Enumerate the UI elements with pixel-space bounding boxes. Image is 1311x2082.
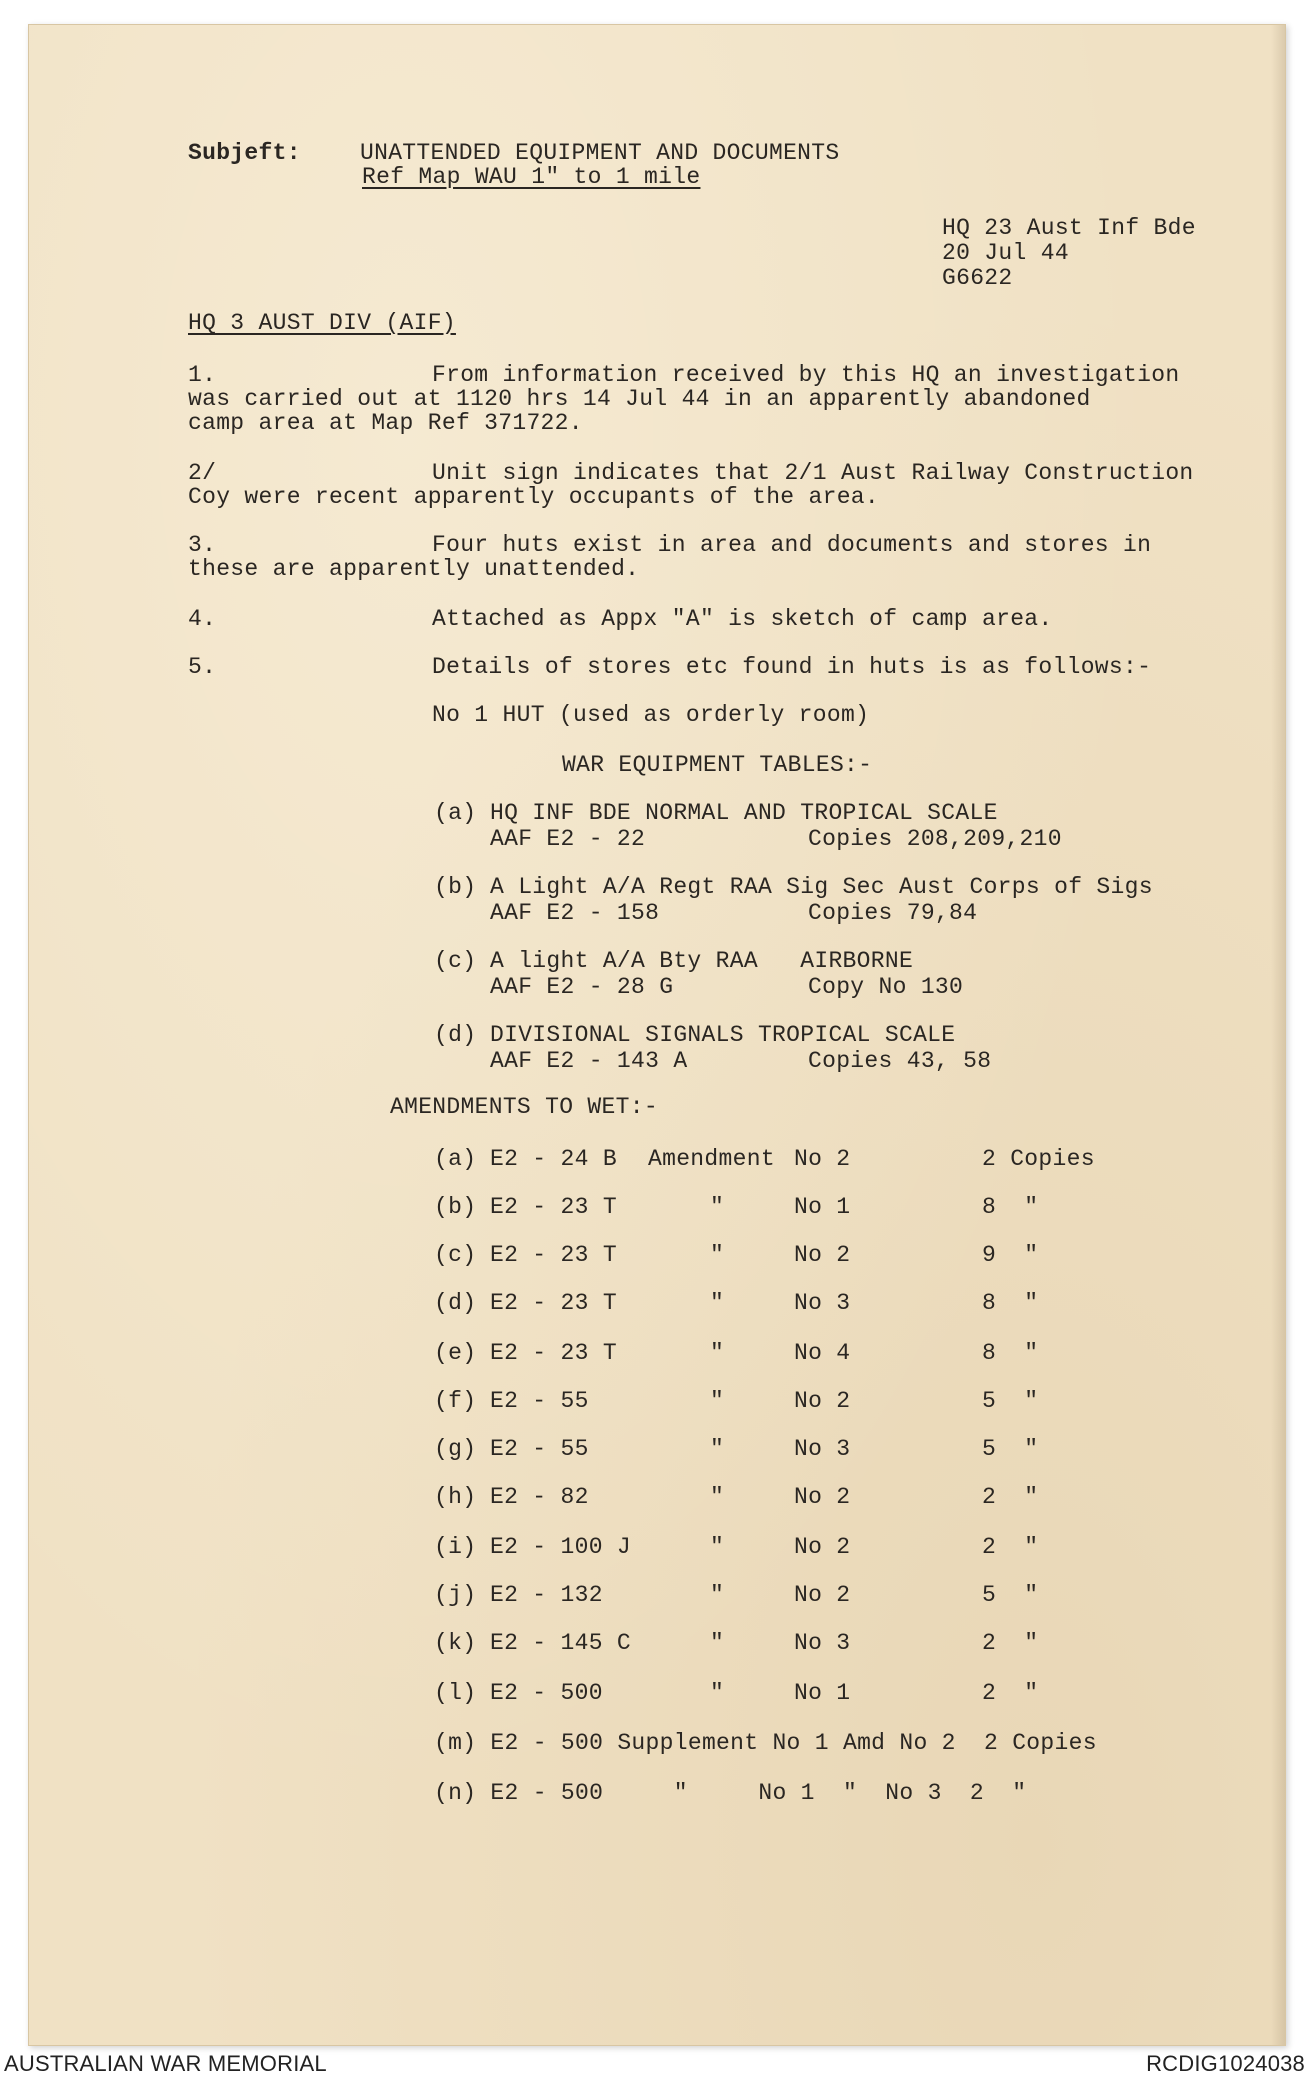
wet-item-letter: (d) [434,1022,477,1048]
amend-ditto: Amendment [648,1146,775,1172]
para-1-line-1: From information received by this HQ an investigation [432,362,1180,388]
amend-ref: E2 - 55 [490,1388,589,1414]
amend-ditto: " [710,1388,725,1414]
hut-heading: No 1 HUT (used as orderly room) [432,702,870,728]
wet-item-copies: Copy No 130 [808,974,964,1000]
amend-letter: (d) [434,1290,477,1316]
amend-copies: 5 " [982,1388,1039,1414]
wet-heading: WAR EQUIPMENT TABLES:- [562,752,873,778]
para-4-num: 4. [188,606,217,632]
amend-no: No 4 [794,1340,851,1366]
para-3-num: 3. [188,532,217,558]
wet-item-ref: AAF E2 - 22 [490,826,646,852]
amend-copies: 5 " [982,1582,1039,1608]
amend-letter: (f) [434,1388,477,1414]
amend-no: No 2 [794,1388,851,1414]
amend-ditto: " [710,1194,725,1220]
amend-ditto: " [710,1242,725,1268]
para-2-line-1: Unit sign indicates that 2/1 Aust Railway Construction [432,460,1194,486]
wet-item-letter: (b) [434,874,477,900]
amend-no: No 3 [794,1436,851,1462]
wet-item-letter: (a) [434,800,477,826]
amend-ref: E2 - 145 C [490,1630,632,1656]
wet-item-ref: AAF E2 - 158 [490,900,660,926]
amend-row-m: (m) E2 - 500 Supplement No 1 Amd No 2 2 Copies [434,1730,1097,1756]
amend-letter: (j) [434,1582,477,1608]
amend-ditto: " [710,1436,725,1462]
page-edge-shadow [1271,25,1285,2045]
addressee: HQ 3 AUST DIV (AIF) [188,310,456,336]
amend-no: No 1 [794,1680,851,1706]
amend-ref: E2 - 55 [490,1436,589,1462]
amend-copies: 5 " [982,1436,1039,1462]
para-2-line-2: Coy were recent apparently occupants of the area. [188,484,880,510]
amend-copies: 2 " [982,1534,1039,1560]
hq-line-1: HQ 23 Aust Inf Bde [942,215,1196,241]
amend-no: No 3 [794,1290,851,1316]
amend-ref: E2 - 23 T [490,1290,617,1316]
para-5-num: 5. [188,654,217,680]
wet-item-ref: AAF E2 - 28 G [490,974,674,1000]
amend-ditto: " [710,1340,725,1366]
amend-copies: 2 " [982,1680,1039,1706]
wet-item-title: A light A/A Bty RAA AIRBORNE [490,948,914,974]
amend-ditto: " [710,1680,725,1706]
subject-label: Subjeft: [188,140,301,166]
amend-ref: E2 - 132 [490,1582,603,1608]
archive-credit: AUSTRALIAN WAR MEMORIAL [4,2051,327,2076]
wet-item-copies: Copies 43, 58 [808,1048,992,1074]
para-1-line-3: camp area at Map Ref 371722. [188,410,583,436]
amend-ditto: " [710,1484,725,1510]
amend-letter: (e) [434,1340,477,1366]
amend-copies: 2 Copies [982,1146,1095,1172]
amend-ditto: " [710,1582,725,1608]
wet-item-copies: Copies 79,84 [808,900,978,926]
wet-item-ref: AAF E2 - 143 A [490,1048,688,1074]
amend-ditto: " [710,1630,725,1656]
amend-letter: (b) [434,1194,477,1220]
amend-letter: (c) [434,1242,477,1268]
amend-row-n: (n) E2 - 500 " No 1 " No 3 2 " [434,1780,1027,1806]
para-3-line-1: Four huts exist in area and documents and stores in [432,532,1152,558]
amend-no: No 2 [794,1242,851,1268]
amend-ref: E2 - 23 T [490,1194,617,1220]
wet-item-title: HQ INF BDE NORMAL AND TROPICAL SCALE [490,800,998,826]
para-1-num: 1. [188,362,217,388]
amend-ditto: " [710,1290,725,1316]
amend-letter: (a) [434,1146,477,1172]
amend-no: No 2 [794,1534,851,1560]
amend-copies: 2 " [982,1484,1039,1510]
amend-no: No 1 [794,1194,851,1220]
wet-item-copies: Copies 208,209,210 [808,826,1062,852]
amend-heading: AMENDMENTS TO WET:- [390,1094,658,1120]
amend-copies: 8 " [982,1194,1039,1220]
para-2-num: 2/ [188,460,217,486]
amend-copies: 2 " [982,1630,1039,1656]
amend-no: No 2 [794,1484,851,1510]
amend-ref: E2 - 82 [490,1484,589,1510]
amend-copies: 8 " [982,1340,1039,1366]
para-5-line-1: Details of stores etc found in huts is as follows:- [432,654,1152,680]
amend-copies: 8 " [982,1290,1039,1316]
amend-no: No 2 [794,1146,851,1172]
wet-item-title: A Light A/A Regt RAA Sig Sec Aust Corps of Sigs [490,874,1153,900]
subject-line-2: Ref Map WAU 1" to 1 mile [362,164,701,190]
amend-letter: (l) [434,1680,477,1706]
amend-no: No 2 [794,1582,851,1608]
amend-no: No 3 [794,1630,851,1656]
amend-ditto: " [710,1534,725,1560]
para-1-line-2: was carried out at 1120 hrs 14 Jul 44 in an apparently abandoned [188,386,1091,412]
amend-ref: E2 - 23 T [490,1340,617,1366]
amend-ref: E2 - 100 J [490,1534,632,1560]
wet-item-letter: (c) [434,948,477,974]
amend-ref: E2 - 23 T [490,1242,617,1268]
amend-letter: (i) [434,1534,477,1560]
amend-ref: E2 - 24 B [490,1146,617,1172]
archive-id: RCDIG1024038 [1146,2051,1305,2076]
amend-letter: (g) [434,1436,477,1462]
subject-line-1: UNATTENDED EQUIPMENT AND DOCUMENTS [360,140,840,166]
hq-line-2: 20 Jul 44 [942,240,1069,266]
wet-item-title: DIVISIONAL SIGNALS TROPICAL SCALE [490,1022,956,1048]
hq-line-3: G6622 [942,265,1013,291]
amend-ref: E2 - 500 [490,1680,603,1706]
para-4-line-1: Attached as Appx "A" is sketch of camp area. [432,606,1053,632]
para-3-line-2: these are apparently unattended. [188,556,640,582]
amend-copies: 9 " [982,1242,1039,1268]
amend-letter: (h) [434,1484,477,1510]
amend-letter: (k) [434,1630,477,1656]
